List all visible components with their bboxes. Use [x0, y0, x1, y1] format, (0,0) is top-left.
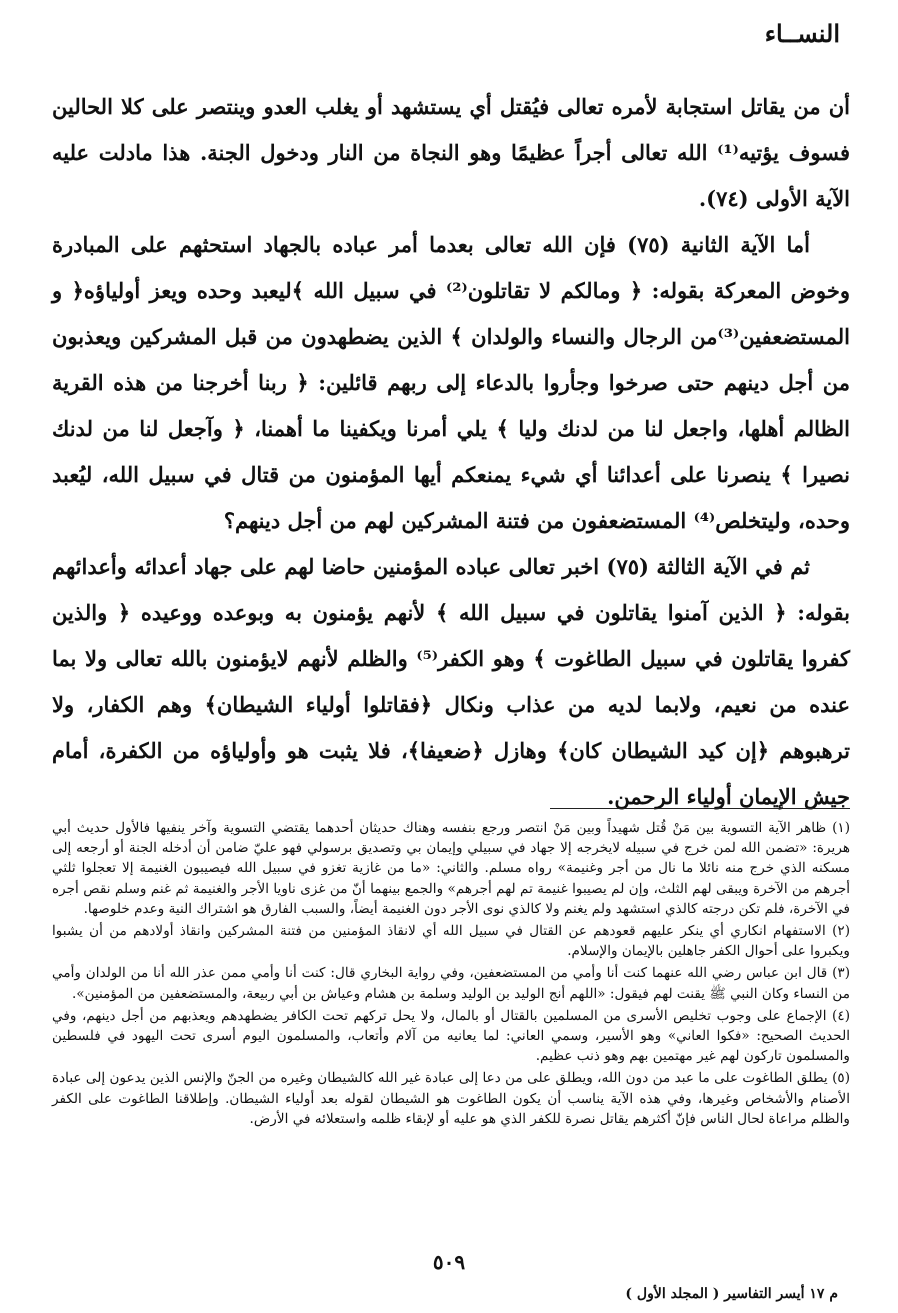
paragraph-3: ثم في الآية الثالثة (٧٥) اخبر تعالى عباده المؤمنين حاضا لهم على جهاد أعدائه وأعدائهم بقوله: ﴿ الذين آمنوا يقاتلون في سبيل الله ﴾ لأنهم يؤمنون به وبوعده ووعيده ﴿ والذين كفروا يقاتلون في سبيل الطاغوت ﴾ وهو الكفر⁽⁵⁾ والظلم لأنهم لايؤمنون بالله تعالى ولا بما عنده من نعيم، ولابما لديه من عذاب ونكال ﴿فقاتلوا أولياء الشيطان﴾ وهم الكفار، ولا ترهبوهم ﴿إن كيد الشيطان كان﴾ وهازل ﴿ضعيفا﴾، فلا يثبت هو وأولياؤه من الكفرة، أمام جيش الإيمان أولياء الرحمن.	[52, 554, 850, 809]
footnotes	[52, 816, 850, 1129]
footnote-divider	[550, 808, 850, 809]
paragraph-2: أما الآية الثانية (٧٥) فإن الله تعالى بعدما أمر عباده بالجهاد استحثهم على المبادرة وخوض المعركة بقوله: ﴿ ومالكم لا تقاتلون⁽²⁾ في سبيل الله ﴾ليعبد وحده ويعز أولياؤه﴿ و المستضعفين⁽³⁾من الرجال والنساء والولدان ﴾ الذين يضطهدون من قبل المشركين ويعذبون من أجل دينهم حتى صرخوا وجأروا بالدعاء إلى ربهم قائلين: ﴿ ربنا أخرجنا من هذه القرية الظالم أهلها، واجعل لنا من لدنك وليا ﴾ يلي أمرنا ويكفينا ما أهمنا، ﴿ وآجعل لنا من لدنك نصيرا ﴾ ينصرنا على أعدائنا أي شيء يمنعكم أيها المؤمنون من قتال في سبيل الله، ليُعبد وحده، وليتخلص⁽⁴⁾ المستضعفون من فتنة المشركين لهم من أجل دينهم؟	[52, 232, 851, 533]
page-number: ٥٠٩	[432, 1250, 466, 1274]
page-header-title: النســاء	[764, 19, 840, 48]
footnote-4: (٤) الإجماع على وجوب تخليص الأسرى من المسلمين بالقتال أو بالمال، ولا يحل تركهم تحت الكافر يضطهدهم ويعذبهم من أجل دينهم، وفي الحديث الصحيح: «فكوا العاني» وهو الأسير، وسمي العاني: لما يعانيه من آلام وأتعاب، والمسلمون اليوم أسرى تحت اليهود في فلسطين والمسلمون تاركون لهم غير مهتمين بهم وهو ذنب عظيم.	[52, 1007, 850, 1065]
footnote-3: (٣) قال ابن عباس رضي الله عنهما كنت أنا وأمي من المستضعفين، وفي رواية البخاري قال: كنت أنا وأمي ممن عذر الله أنا من الولدان وأمي من النساء وكان النبي ﷺ يقنت لهم فيقول: «اللهم أنج الوليد بن الوليد وسلمة بن هشام وعياش بن أبي ربيعة، والمستضعفين من المؤمنين».	[52, 965, 850, 1002]
footer-signature: م ١٧ أيسر التفاسير ( المجلد الأول )	[625, 1286, 838, 1302]
footnote-5: (٥) يطلق الطاغوت على ما عبد من دون الله، ويطلق على من دعا إلى عبادة غير الله كالشيطان وغيره من الجنّ والإنس الذين يدعون إلى عبادة الأصنام والأشخاص وغيرها، وفي هذه الآية يناسب أن يكون الطاغوت هو الشيطان لقوله بعد أولياء الشيطان. وإطلاقنا الطاغوت على الكفر والظلم مراعاة لحال الناس فإنّ أكثرهم يقاتل نصرة للكفر الذي هو عليه أو لإبقاء ظلمه واستعلائه في الأرض.	[52, 1070, 850, 1127]
footnote-2: (٢) الاستفهام انكاري أي ينكر عليهم قعودهم عن القتال في سبيل الله أي لانقاذ المؤمنين من فتنة المشركين وانقاذ أولادهم من أن يشبوا ويكبروا على أحوال الكفر جاهلين بالإيمان والإسلام.	[52, 923, 850, 960]
main-text	[52, 84, 850, 820]
paragraph-1: أن من يقاتل استجابة لأمره تعالى فيُقتل أي يستشهد أو يغلب العدو وينتصر على كلا الحالين فسوف يؤتيه⁽¹⁾ الله تعالى أجراً عظيمًا وهو النجاة من النار ودخول الجنة. هذا مادلت عليه الآية الأولى (٧٤).	[52, 94, 850, 211]
footnote-1: (١) ظاهر الآية التسوية بين مَنْ قُتل شهيداً وبين مَنْ انتصر ورجع بنفسه وهناك حديثان أحدهما يقتضي التسوية وآخر ينفيها فالأول حديث أبي هريرة: «تضمن الله لمن خرج في سبيله لايخرجه إلا جهاد في سبيلي وإيمان بي وتصديق برسولي فهو عليّ ضامن أن أدخله الجنة أو أرجعه إلى مسكنه الذي خرج منه نائلا ما نال من أجر وغنيمة» رواه مسلم. والثاني: «ما من غازية تغزو في سبيل الله فيصيبون الغنيمة إلا تعجلوا ثلثي أجرهم من الآخرة ويبقى لهم الثلث، وإن لم يصيبوا غنيمة تم لهم أجرهم» والجمع بينهما أنّ من غزى ناويا الأجر والغنيمة ثم غنم وسلم نقص أجره في الآخرة، فلم تكن درجته كالذي استشهد ولم يغنم ولا كالذي نوى الأجر دون الغنيمة أيضاً، والسبب الفارق هو اشتراك النية وعدم خلوصها.	[52, 820, 850, 917]
